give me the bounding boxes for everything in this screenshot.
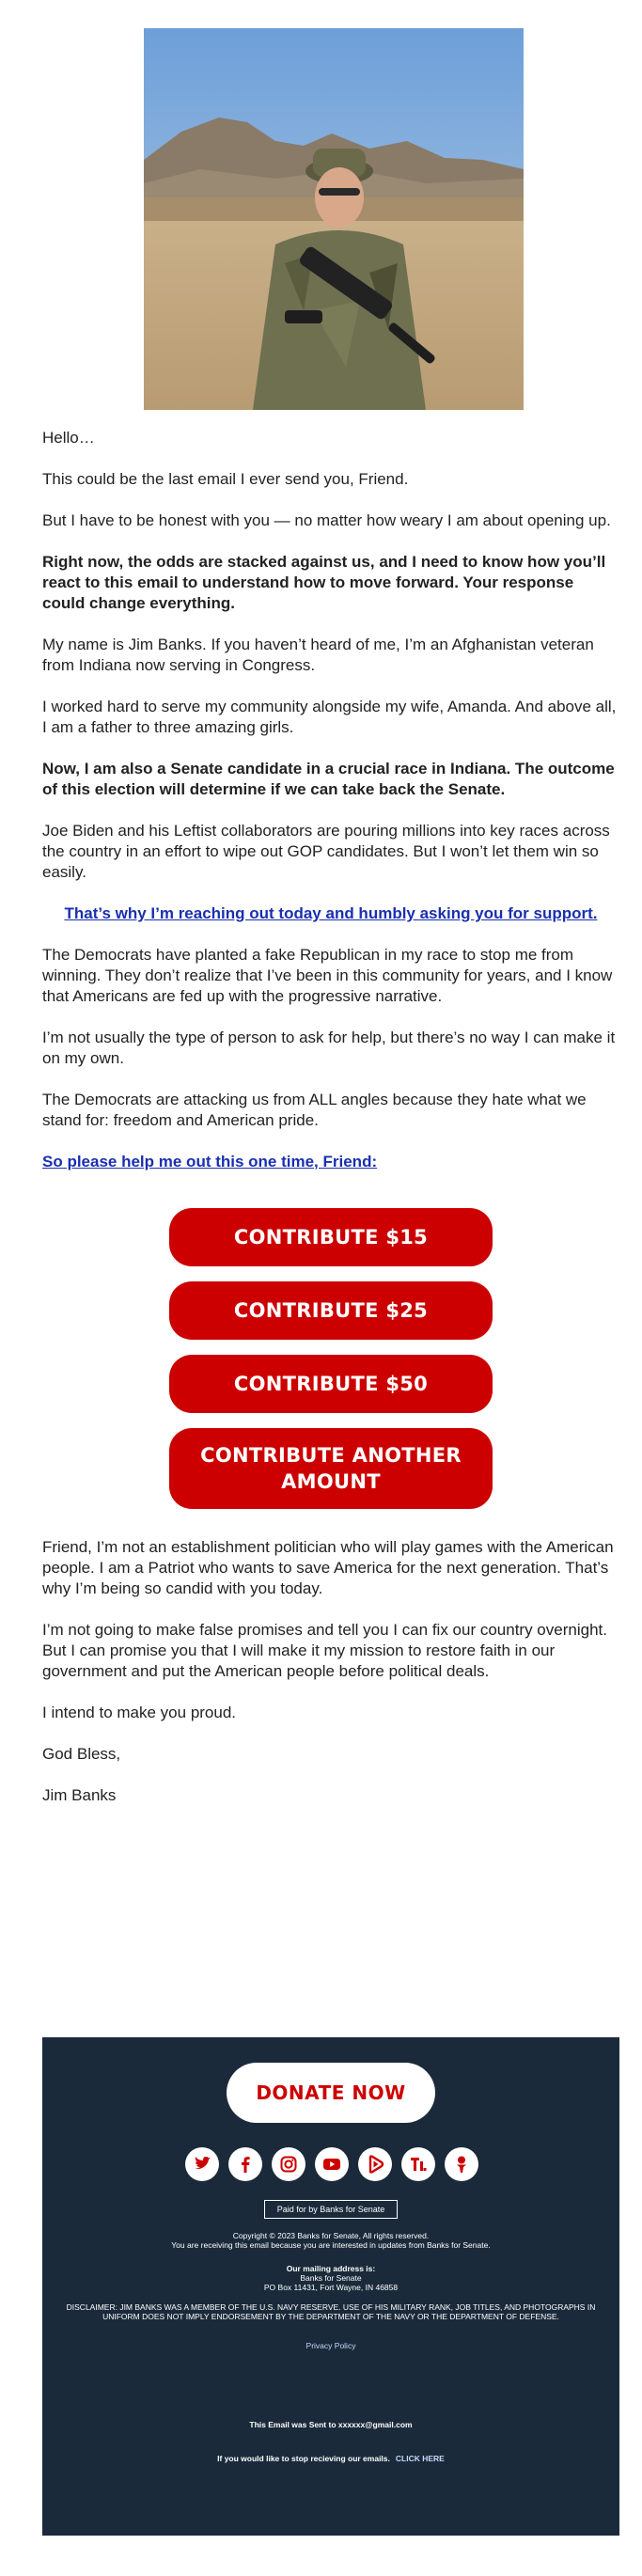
truth-social-icon[interactable]	[401, 2147, 435, 2181]
closing-text	[42, 1537, 619, 1827]
paragraph: But I have to be honest with you — no matter how weary I am about opening up.	[42, 511, 611, 529]
gettr-icon[interactable]	[445, 2147, 478, 2181]
donate-now-button[interactable]: DONATE NOW	[227, 2063, 435, 2123]
paragraph: I’m not going to make false promises and tell you I can fix our country overnight. But I can promise you that I will make it my mission to restore faith in our government and put the American people before political deals.	[42, 1621, 607, 1680]
support-link[interactable]: That’s why I’m reaching out today and humbly asking you for support.	[64, 904, 598, 922]
paragraph: Friend, I’m not an establishment politician who will play games with the American people. I am a Patriot who wants to save America for the next generation. That’s why I’m being so candid with you today.	[42, 1538, 614, 1597]
contribute-other-line2: AMOUNT	[281, 1470, 381, 1493]
facebook-icon[interactable]	[228, 2147, 262, 2181]
copyright-text: Copyright © 2023 Banks for Senate, All rights reserved.	[232, 2231, 430, 2240]
email-body	[42, 428, 619, 1193]
unsubscribe-link[interactable]: CLICK HERE	[395, 2454, 445, 2463]
contribute-25-button[interactable]: CONTRIBUTE $25	[169, 1281, 493, 1340]
signature: Jim Banks	[42, 1786, 117, 1804]
paid-for-box: Paid for by Banks for Senate	[264, 2200, 398, 2219]
contribute-other-line1: CONTRIBUTE ANOTHER	[200, 1444, 462, 1467]
paragraph-bold: Right now, the odds are stacked against us, and I need to know how you’ll react to this email to understand how to move forward. Your response could change everything.	[42, 553, 606, 612]
greeting: Hello…	[42, 429, 95, 447]
paragraph: The Democrats are attacking us from ALL angles because they hate what we stand for: freedom and American pride.	[42, 1091, 587, 1129]
unsubscribe-line	[42, 2454, 619, 2463]
paragraph: Joe Biden and his Leftist collaborators are pouring millions into key races across the country in an effort to wipe out GOP candidates. But I won’t let them win so easily.	[42, 822, 610, 881]
unsubscribe-text: If you would like to stop recieving our emails.	[217, 2454, 390, 2463]
paragraph: I’m not usually the type of person to ask for help, but there’s no way I can make it on my own.	[42, 1029, 616, 1067]
privacy-policy-link[interactable]: Privacy Policy	[305, 2341, 356, 2350]
paragraph: The Democrats have planted a fake Republican in my race to stop me from winning. They don’t realize that I’ve been in this community for years, and I know that Americans are fed up with the progressive narrative.	[42, 946, 613, 1005]
receiving-text: You are receiving this email because you are interested in updates from Banks for Senate.	[171, 2240, 491, 2250]
sent-to-text: This Email was Sent to xxxxxx@gmail.com	[249, 2420, 413, 2429]
mailing-title: Our mailing address is:	[286, 2264, 376, 2273]
disclaimer-line1: DISCLAIMER: JIM BANKS WAS A MEMBER OF THE U.S. NAVY RESERVE. USE OF HIS MILITARY RANK, JOB TITLES, AND PHOTOGRAPHS IN	[66, 2302, 596, 2312]
paragraph: I intend to make you proud.	[42, 1704, 237, 1721]
paragraph: This could be the last email I ever send you, Friend.	[42, 470, 409, 488]
social-links	[185, 2147, 477, 2181]
contribute-50-button[interactable]: CONTRIBUTE $50	[169, 1355, 493, 1413]
footer	[42, 2037, 619, 2536]
paragraph: My name is Jim Banks. If you haven’t heard of me, I’m an Afghanistan veteran from Indiana now serving in Congress.	[42, 636, 594, 674]
help-link-paragraph	[42, 1152, 619, 1172]
hero-photo	[144, 28, 524, 410]
contribute-other-button[interactable]	[169, 1428, 493, 1509]
support-link-paragraph	[42, 903, 619, 924]
rumble-icon[interactable]	[358, 2147, 392, 2181]
disclaimer-line2: UNIFORM DOES NOT IMPLY ENDORSEMENT BY THE DEPARTMENT OF THE NAVY OR THE DEPARTMENT OF DEFENSE.	[102, 2312, 559, 2321]
paragraph-bold: Now, I am also a Senate candidate in a crucial race in Indiana. The outcome of this election will determine if we can take back the Senate.	[42, 760, 615, 798]
youtube-icon[interactable]	[315, 2147, 349, 2181]
mailing-name: Banks for Senate	[300, 2273, 362, 2283]
contribute-buttons	[169, 1208, 493, 1524]
sign-off: God Bless,	[42, 1745, 121, 1763]
contribute-15-button[interactable]: CONTRIBUTE $15	[169, 1208, 493, 1266]
instagram-icon[interactable]	[272, 2147, 305, 2181]
twitter-icon[interactable]	[185, 2147, 219, 2181]
paragraph: I worked hard to serve my community alongside my wife, Amanda. And above all, I am a father to three amazing girls.	[42, 698, 617, 736]
mailing-address: PO Box 11431, Fort Wayne, IN 46858	[263, 2283, 399, 2292]
help-link[interactable]: So please help me out this one time, Friend:	[42, 1153, 378, 1170]
